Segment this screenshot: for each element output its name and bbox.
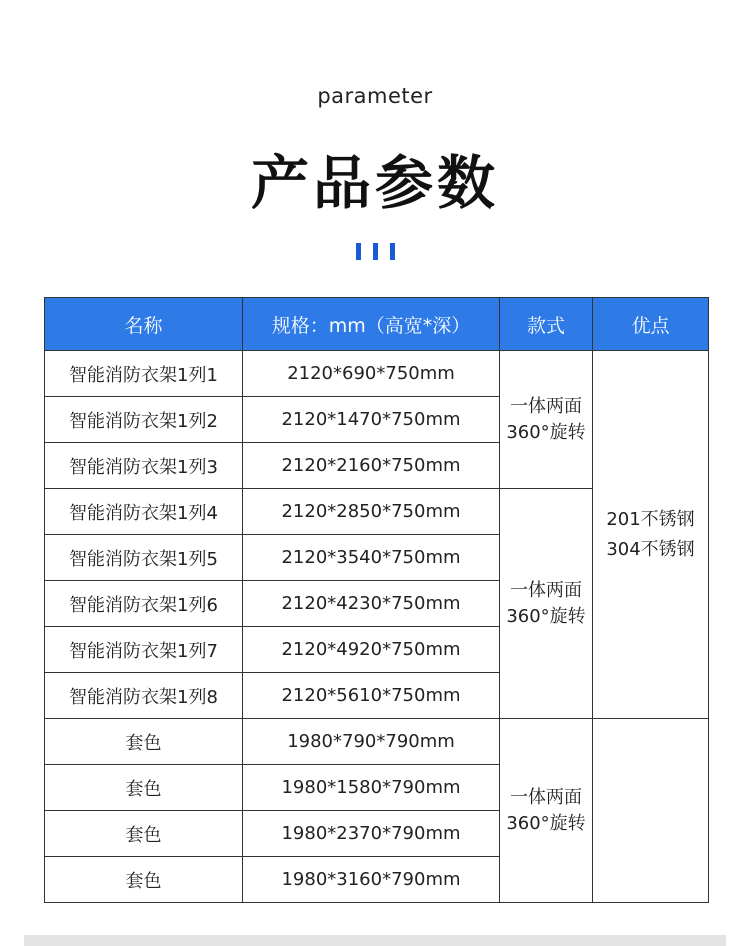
page-title: 产品参数 bbox=[250, 149, 499, 217]
row-name: 套色 bbox=[45, 719, 243, 765]
row-spec: 2120*690*750mm bbox=[243, 351, 500, 397]
row-name: 智能消防衣架1列4 bbox=[45, 489, 243, 535]
row-name: 智能消防衣架1列7 bbox=[45, 627, 243, 673]
row-spec: 2120*4230*750mm bbox=[243, 581, 500, 627]
row-spec: 1980*3160*790mm bbox=[243, 857, 500, 903]
table-row bbox=[45, 351, 709, 397]
subtitle: parameter bbox=[317, 84, 433, 108]
header-advantage: 优点 bbox=[593, 298, 709, 351]
row-name: 套色 bbox=[45, 857, 243, 903]
row-spec: 2120*1470*750mm bbox=[243, 397, 500, 443]
row-name: 智能消防衣架1列5 bbox=[45, 535, 243, 581]
parameter-table bbox=[44, 297, 709, 903]
bar-1 bbox=[356, 243, 361, 260]
style-line2: 360°旋转 bbox=[506, 605, 586, 627]
row-name: 套色 bbox=[45, 811, 243, 857]
bottom-divider bbox=[24, 935, 726, 946]
style-line2: 360°旋转 bbox=[506, 421, 586, 443]
row-spec: 1980*1580*790mm bbox=[243, 765, 500, 811]
advantage-cell-empty bbox=[593, 719, 709, 903]
style-cell bbox=[500, 489, 593, 719]
advantage-line1: 201不锈钢 bbox=[606, 508, 695, 530]
style-line1: 一体两面 bbox=[510, 786, 582, 808]
style-line1: 一体两面 bbox=[510, 395, 582, 417]
row-spec: 2120*4920*750mm bbox=[243, 627, 500, 673]
row-spec: 1980*2370*790mm bbox=[243, 811, 500, 857]
row-spec: 2120*2850*750mm bbox=[243, 489, 500, 535]
style-cell bbox=[500, 351, 593, 489]
bar-2 bbox=[373, 243, 378, 260]
table-row bbox=[45, 719, 709, 765]
row-spec: 2120*3540*750mm bbox=[243, 535, 500, 581]
row-spec: 2120*5610*750mm bbox=[243, 673, 500, 719]
bar-3 bbox=[390, 243, 395, 260]
style-cell bbox=[500, 719, 593, 903]
header-name: 名称 bbox=[45, 298, 243, 351]
row-name: 智能消防衣架1列8 bbox=[45, 673, 243, 719]
advantage-cell bbox=[593, 351, 709, 719]
row-name: 套色 bbox=[45, 765, 243, 811]
advantage-line2: 304不锈钢 bbox=[606, 538, 695, 560]
table-header-row bbox=[45, 298, 709, 351]
row-spec: 2120*2160*750mm bbox=[243, 443, 500, 489]
row-name: 智能消防衣架1列3 bbox=[45, 443, 243, 489]
header-style: 款式 bbox=[500, 298, 593, 351]
row-name: 智能消防衣架1列2 bbox=[45, 397, 243, 443]
row-name: 智能消防衣架1列1 bbox=[45, 351, 243, 397]
style-line1: 一体两面 bbox=[510, 579, 582, 601]
row-name: 智能消防衣架1列6 bbox=[45, 581, 243, 627]
header-spec: 规格：mm（高宽*深） bbox=[243, 298, 500, 351]
style-line2: 360°旋转 bbox=[506, 812, 586, 834]
row-spec: 1980*790*790mm bbox=[243, 719, 500, 765]
decorative-bars bbox=[356, 243, 396, 260]
